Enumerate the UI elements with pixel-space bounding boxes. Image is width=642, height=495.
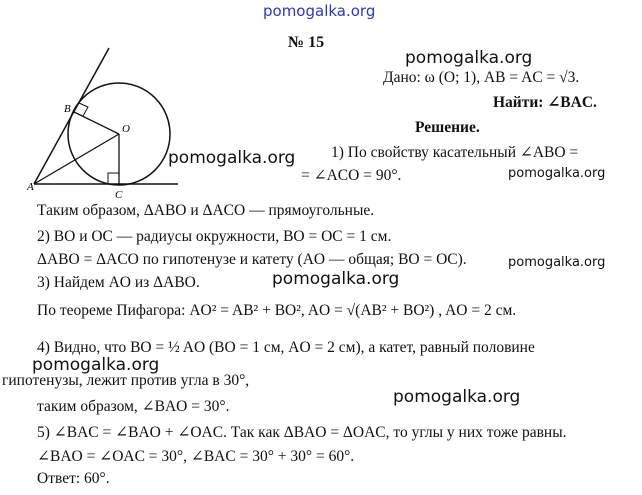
solution-line: = ∠ACO = 90°. bbox=[301, 167, 402, 184]
solution-line: 2) BO и OC — радиусы окружности, BO = OC = 1 см. bbox=[37, 228, 392, 245]
solution-line: гипотенузы, лежит против угла в 30°, bbox=[2, 372, 250, 389]
solution-line: По теореме Пифагора: AO² = AB² + BO², AO = √(AB² + BO²) , AO = 2 см. bbox=[37, 302, 517, 319]
segment-bo bbox=[74, 112, 119, 134]
solution-line: Таким образом, ΔABO и ΔACO — прямоугольные. bbox=[37, 202, 375, 219]
solution-line: 4) Видно, что BO = ½ AO (BO = 1 см, AO = 2 см), а катет, равный половине bbox=[37, 339, 535, 356]
find-line: Найти: ∠BAC. bbox=[493, 94, 597, 111]
right-angle-c bbox=[108, 173, 119, 184]
watermark: pomogalka.org bbox=[393, 387, 521, 407]
watermark: pomogalka.org bbox=[168, 148, 296, 168]
solution-heading: Решение. bbox=[415, 119, 480, 136]
watermark: pomogalka.org bbox=[405, 48, 533, 68]
solution-line: 1) По свойству касательный ∠ABO = bbox=[331, 144, 579, 161]
segment-ao bbox=[34, 134, 119, 184]
given-line: Дано: ω (O; 1), AB = AC = √3. bbox=[383, 69, 580, 86]
right-angle-b bbox=[79, 103, 88, 116]
solution-line: ∠BAO = ∠OAC = 30°, ∠BAC = 30° + 30° = 60°. bbox=[37, 448, 355, 465]
solution-line: 3) Найдем AO из ΔABO. bbox=[37, 274, 200, 291]
watermark: pomogalka.org bbox=[508, 166, 606, 181]
geometry-figure bbox=[28, 52, 208, 200]
watermark-top: pomogalka.org bbox=[263, 2, 376, 20]
label-c: C bbox=[115, 189, 123, 201]
watermark: pomogalka.org bbox=[32, 355, 160, 375]
solution-line: таким образом, ∠BAO = 30°. bbox=[37, 398, 230, 415]
answer-line: Ответ: 60°. bbox=[37, 470, 110, 487]
label-b: B bbox=[64, 103, 71, 115]
solution-line: ΔABO = ΔACO по гипотенузе и катету (AO — общая; BO = OC). bbox=[37, 251, 467, 268]
label-o: O bbox=[122, 123, 130, 135]
watermark: pomogalka.org bbox=[272, 269, 400, 289]
problem-number: № 15 bbox=[288, 34, 325, 51]
tangent-ab bbox=[34, 48, 109, 184]
solution-line: 5) ∠BAC = ∠BAO + ∠OAC. Так как ΔBAO = ΔOAC, то углы у них тоже равны. bbox=[37, 424, 567, 441]
watermark: pomogalka.org bbox=[508, 255, 606, 270]
label-a: A bbox=[27, 181, 34, 193]
